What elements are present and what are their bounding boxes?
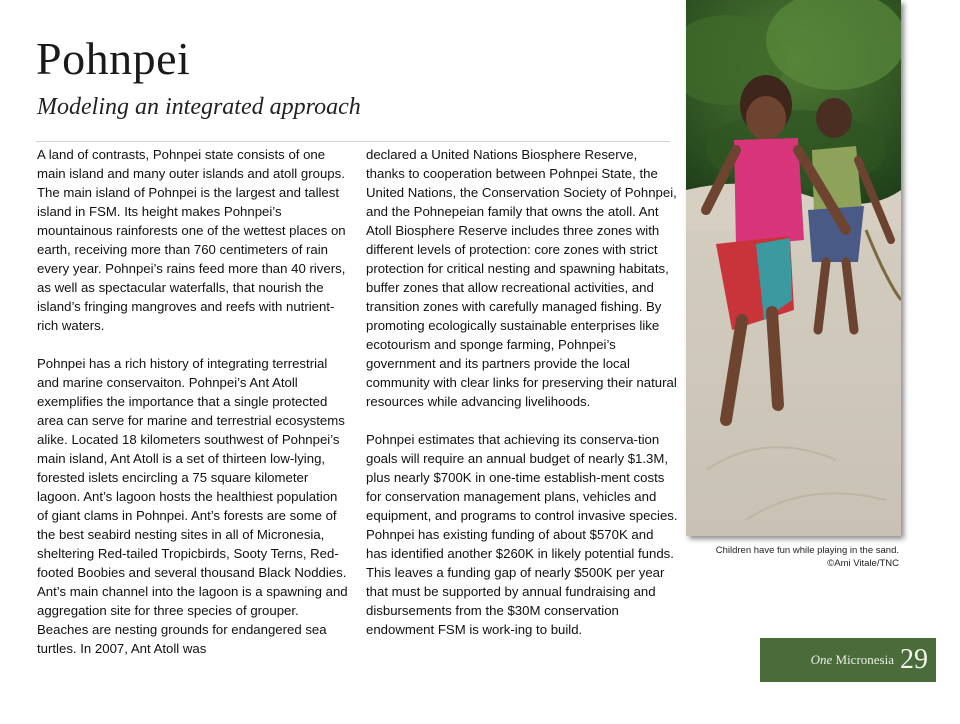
paragraph: Pohnpei estimates that achieving its conserva-tion goals will require an annual budget of nearly $1.3M, plus nearly $700K in one-time establish-ment costs for conservation management plans, vehicles and equipment, and programs to control invasive species. Pohnpei has existing funding of about $570K and has identified another $260K in likely potential funds. This leaves a funding gap of nearly $500K per year that must be supported by annual fundraising and disbursements from the $30M conservation endowment FSM is work-ing to build. [366,432,678,637]
page-title: Pohnpei [36,33,191,84]
publication-name [811,652,894,668]
paragraph: A land of contrasts, Pohnpei state consists of one main island and many outer islands and atoll groups. The main island of Pohnpei is the largest and tallest island in FSM. Its height makes Pohnpei’s mountainous rainforests one of the wettest places on earth, receiving more than 760 centimeters of rain every year. Pohnpei’s rains feed more than 40 rivers, as well as spectacular waterfalls, that nourish the island’s fringing mangroves and reefs with nutrient-rich waters. [37,147,346,333]
publication-name-main: Micronesia [835,652,894,667]
text-column-left [37,145,349,677]
caption-text: Children have fun while playing in the sand. [715,545,899,556]
page-subtitle: Modeling an integrated approach [37,94,361,120]
photo-caption [690,545,899,570]
children-playing-photo [686,0,901,536]
page-footer-badge [760,638,936,682]
paragraph: Pohnpei has a rich history of integrating terrestrial and marine conservaiton. Pohnpei’s Ant Atoll exemplifies the importance that a single protected area can serve for marine and terrestrial ecosystems alike. Located 18 kilometers southwest of Pohnpei’s main island, Ant Atoll is a set of thirteen low-lying, forested islets encircling a 75 square kilometer lagoon. Ant’s lagoon hosts the healthiest population of giant clams in Pohnpei. Ant’s forests are some of the best seabird nesting sites in all of Micronesia, sheltering Red-tailed Tropicbirds, Sooty Terns, Red-footed Boobies and several thousand Black Noddies. Ant’s main channel into the lagoon is a spawning and aggregation site for three species of grouper. Beaches are nesting grounds for endangered sea turtles. In 2007, Ant Atoll was [37,356,348,656]
publication-name-italic: One [810,652,833,667]
title-divider [36,141,670,142]
page-number: 29 [900,644,928,675]
text-column-right [366,145,678,658]
photo-credit: ©Ami Vitale/TNC [827,557,899,569]
paragraph: declared a United Nations Biosphere Reserve, thanks to cooperation between Pohnpei State, the United Nations, the Conservation Society of Pohnpei, and the Pohnepeian family that owns the atoll. Ant Atoll Biosphere Reserve includes three zones with different levels of protection: core zones with strict protection for critical nesting and spawning habitats, buffer zones that allow recreational activities, and transition zones with carefully managed fishing. By promoting ecologically sustainable enterprises like ecotourism and sponge farming, Pohnpei’s government and its partners provide the local community with clear links for preserving their natural resources while advancing livelihoods. [366,147,677,409]
